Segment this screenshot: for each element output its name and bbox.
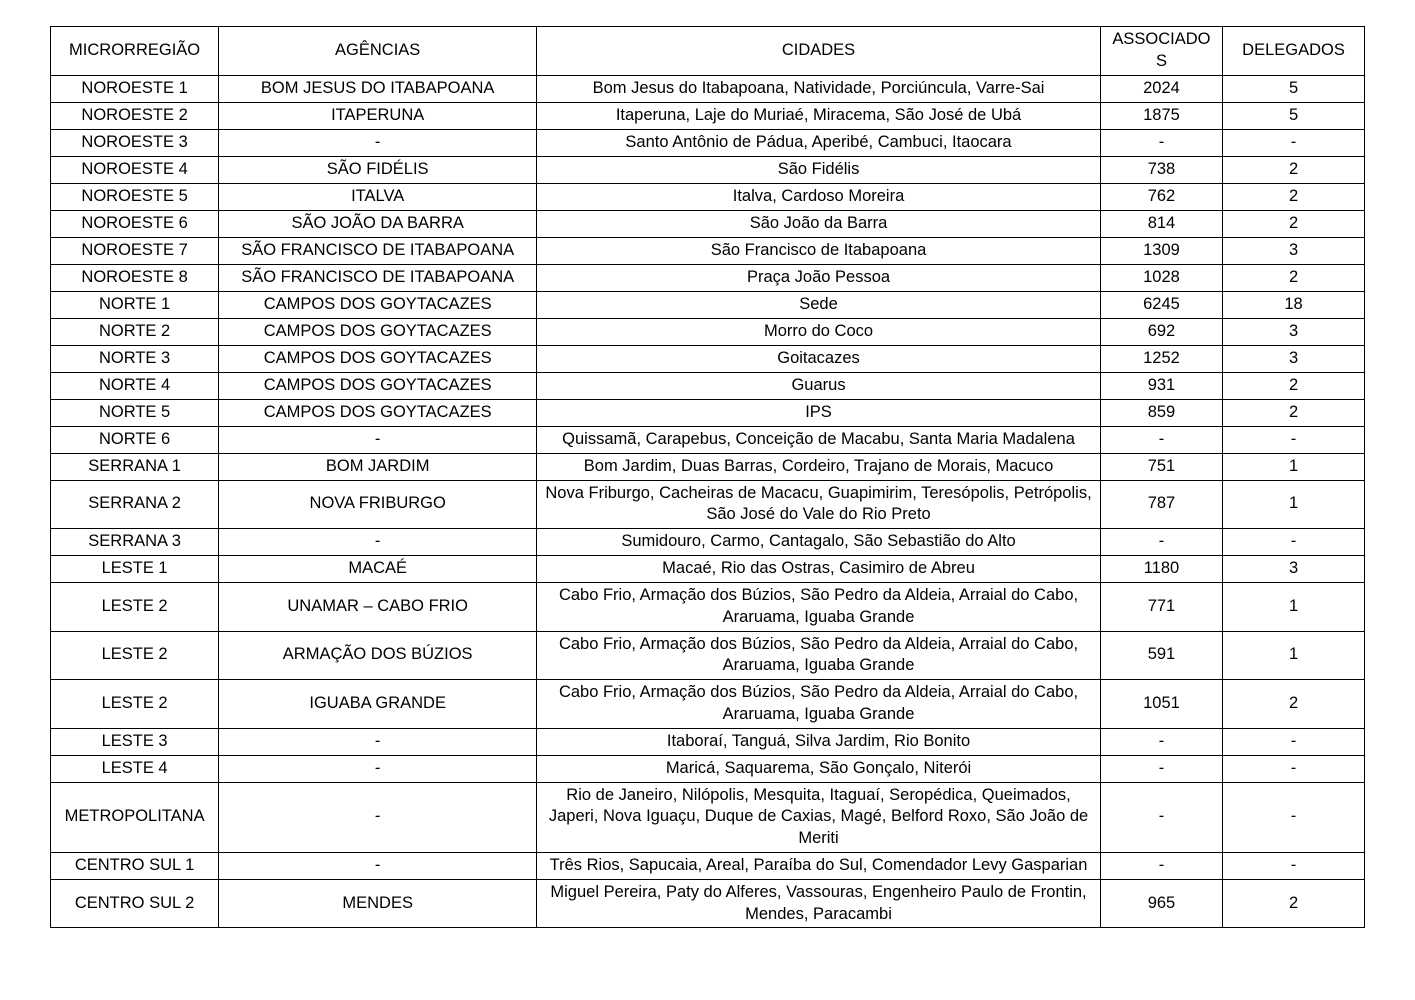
- cell-members: 692: [1100, 318, 1222, 345]
- column-header-4: DELEGADOS: [1223, 27, 1365, 76]
- cell-region: CENTRO SUL 1: [51, 852, 219, 879]
- cell-cities: Santo Antônio de Pádua, Aperibé, Cambuci, Itaocara: [537, 129, 1101, 156]
- cell-region: LESTE 4: [51, 755, 219, 782]
- cell-cities: Maricá, Saquarema, São Gonçalo, Niterói: [537, 755, 1101, 782]
- cell-agency: -: [219, 728, 537, 755]
- cell-members: 859: [1100, 399, 1222, 426]
- cell-delegates: 1: [1223, 583, 1365, 632]
- cell-delegates: 2: [1223, 372, 1365, 399]
- column-header-1: AGÊNCIAS: [219, 27, 537, 76]
- regions-table-container: [50, 26, 1365, 928]
- table-row: [51, 291, 1365, 318]
- table-row: [51, 318, 1365, 345]
- cell-members: 1875: [1100, 102, 1222, 129]
- cell-delegates: 3: [1223, 556, 1365, 583]
- cell-members: 6245: [1100, 291, 1222, 318]
- cell-members: -: [1100, 129, 1222, 156]
- cell-agency: SÃO FRANCISCO DE ITABAPOANA: [219, 264, 537, 291]
- table-row: [51, 453, 1365, 480]
- cell-agency: -: [219, 529, 537, 556]
- table-row: [51, 782, 1365, 852]
- cell-agency: ARMAÇÃO DOS BÚZIOS: [219, 631, 537, 680]
- cell-region: LESTE 2: [51, 680, 219, 729]
- cell-region: NORTE 5: [51, 399, 219, 426]
- cell-cities: Sede: [537, 291, 1101, 318]
- cell-region: NOROESTE 5: [51, 183, 219, 210]
- cell-members: -: [1100, 755, 1222, 782]
- cell-cities: Cabo Frio, Armação dos Búzios, São Pedro da Aldeia, Arraial do Cabo, Araruama, Iguaba Grande: [537, 583, 1101, 632]
- column-header-2: CIDADES: [537, 27, 1101, 76]
- cell-region: SERRANA 1: [51, 453, 219, 480]
- cell-cities: Itaboraí, Tanguá, Silva Jardim, Rio Bonito: [537, 728, 1101, 755]
- cell-delegates: -: [1223, 782, 1365, 852]
- cell-delegates: -: [1223, 426, 1365, 453]
- cell-members: -: [1100, 529, 1222, 556]
- cell-agency: CAMPOS DOS GOYTACAZES: [219, 345, 537, 372]
- table-row: [51, 852, 1365, 879]
- cell-region: NORTE 6: [51, 426, 219, 453]
- cell-cities: Cabo Frio, Armação dos Búzios, São Pedro da Aldeia, Arraial do Cabo, Araruama, Iguaba Grande: [537, 680, 1101, 729]
- table-row: [51, 156, 1365, 183]
- regions-table: [50, 26, 1365, 928]
- column-header-0: MICRORREGIÃO: [51, 27, 219, 76]
- cell-members: 1180: [1100, 556, 1222, 583]
- cell-agency: SÃO FRANCISCO DE ITABAPOANA: [219, 237, 537, 264]
- cell-delegates: 3: [1223, 318, 1365, 345]
- cell-delegates: 2: [1223, 210, 1365, 237]
- table-row: [51, 372, 1365, 399]
- table-row: [51, 102, 1365, 129]
- cell-region: NOROESTE 7: [51, 237, 219, 264]
- table-row: [51, 75, 1365, 102]
- cell-agency: CAMPOS DOS GOYTACAZES: [219, 399, 537, 426]
- cell-members: 787: [1100, 480, 1222, 529]
- cell-region: NOROESTE 1: [51, 75, 219, 102]
- cell-delegates: 2: [1223, 183, 1365, 210]
- cell-agency: MENDES: [219, 879, 537, 928]
- table-row: [51, 426, 1365, 453]
- table-header-row: [51, 27, 1365, 76]
- cell-agency: SÃO FIDÉLIS: [219, 156, 537, 183]
- cell-delegates: -: [1223, 529, 1365, 556]
- cell-members: 931: [1100, 372, 1222, 399]
- cell-region: METROPOLITANA: [51, 782, 219, 852]
- cell-delegates: 1: [1223, 453, 1365, 480]
- table-row: [51, 529, 1365, 556]
- cell-cities: Guarus: [537, 372, 1101, 399]
- cell-cities: Miguel Pereira, Paty do Alferes, Vassouras, Engenheiro Paulo de Frontin, Mendes, Paracambi: [537, 879, 1101, 928]
- cell-members: 1051: [1100, 680, 1222, 729]
- cell-agency: CAMPOS DOS GOYTACAZES: [219, 372, 537, 399]
- cell-members: -: [1100, 852, 1222, 879]
- cell-agency: BOM JARDIM: [219, 453, 537, 480]
- cell-region: LESTE 1: [51, 556, 219, 583]
- cell-agency: NOVA FRIBURGO: [219, 480, 537, 529]
- table-row: [51, 879, 1365, 928]
- cell-members: 814: [1100, 210, 1222, 237]
- cell-members: 771: [1100, 583, 1222, 632]
- table-body: [51, 75, 1365, 928]
- cell-agency: IGUABA GRANDE: [219, 680, 537, 729]
- cell-agency: UNAMAR – CABO FRIO: [219, 583, 537, 632]
- column-header-3: ASSOCIADOS: [1100, 27, 1222, 76]
- table-row: [51, 345, 1365, 372]
- cell-delegates: 3: [1223, 345, 1365, 372]
- cell-agency: BOM JESUS DO ITABAPOANA: [219, 75, 537, 102]
- cell-agency: CAMPOS DOS GOYTACAZES: [219, 318, 537, 345]
- cell-delegates: -: [1223, 728, 1365, 755]
- cell-agency: -: [219, 426, 537, 453]
- cell-delegates: -: [1223, 852, 1365, 879]
- cell-region: LESTE 2: [51, 631, 219, 680]
- cell-members: 1252: [1100, 345, 1222, 372]
- cell-cities: São Francisco de Itabapoana: [537, 237, 1101, 264]
- cell-region: NOROESTE 8: [51, 264, 219, 291]
- cell-cities: São Fidélis: [537, 156, 1101, 183]
- cell-delegates: 2: [1223, 399, 1365, 426]
- cell-region: NORTE 1: [51, 291, 219, 318]
- cell-delegates: 2: [1223, 264, 1365, 291]
- cell-region: NORTE 4: [51, 372, 219, 399]
- cell-region: LESTE 2: [51, 583, 219, 632]
- cell-cities: Praça João Pessoa: [537, 264, 1101, 291]
- cell-cities: Morro do Coco: [537, 318, 1101, 345]
- cell-agency: ITAPERUNA: [219, 102, 537, 129]
- cell-agency: -: [219, 129, 537, 156]
- cell-delegates: 1: [1223, 480, 1365, 529]
- cell-region: LESTE 3: [51, 728, 219, 755]
- cell-region: NOROESTE 2: [51, 102, 219, 129]
- cell-members: 751: [1100, 453, 1222, 480]
- cell-agency: -: [219, 755, 537, 782]
- table-row: [51, 237, 1365, 264]
- cell-members: 738: [1100, 156, 1222, 183]
- cell-cities: Goitacazes: [537, 345, 1101, 372]
- cell-agency: -: [219, 782, 537, 852]
- table-row: [51, 399, 1365, 426]
- cell-region: NORTE 3: [51, 345, 219, 372]
- cell-region: NORTE 2: [51, 318, 219, 345]
- cell-members: 762: [1100, 183, 1222, 210]
- table-row: [51, 728, 1365, 755]
- cell-agency: -: [219, 852, 537, 879]
- cell-members: 1309: [1100, 237, 1222, 264]
- cell-delegates: 18: [1223, 291, 1365, 318]
- cell-agency: MACAÉ: [219, 556, 537, 583]
- cell-cities: Bom Jesus do Itabapoana, Natividade, Porciúncula, Varre-Sai: [537, 75, 1101, 102]
- cell-cities: Itaperuna, Laje do Muriaé, Miracema, São José de Ubá: [537, 102, 1101, 129]
- cell-members: 2024: [1100, 75, 1222, 102]
- cell-delegates: 2: [1223, 156, 1365, 183]
- cell-region: NOROESTE 3: [51, 129, 219, 156]
- cell-delegates: 2: [1223, 879, 1365, 928]
- table-row: [51, 129, 1365, 156]
- cell-cities: Quissamã, Carapebus, Conceição de Macabu, Santa Maria Madalena: [537, 426, 1101, 453]
- cell-delegates: 5: [1223, 102, 1365, 129]
- cell-delegates: 1: [1223, 631, 1365, 680]
- table-row: [51, 183, 1365, 210]
- table-row: [51, 210, 1365, 237]
- cell-cities: Sumidouro, Carmo, Cantagalo, São Sebastião do Alto: [537, 529, 1101, 556]
- cell-agency: CAMPOS DOS GOYTACAZES: [219, 291, 537, 318]
- cell-members: 1028: [1100, 264, 1222, 291]
- table-row: [51, 556, 1365, 583]
- cell-cities: Três Rios, Sapucaia, Areal, Paraíba do Sul, Comendador Levy Gasparian: [537, 852, 1101, 879]
- cell-cities: Italva, Cardoso Moreira: [537, 183, 1101, 210]
- cell-cities: Cabo Frio, Armação dos Búzios, São Pedro da Aldeia, Arraial do Cabo, Araruama, Iguaba Grande: [537, 631, 1101, 680]
- table-row: [51, 631, 1365, 680]
- cell-agency: SÃO JOÃO DA BARRA: [219, 210, 537, 237]
- table-row: [51, 583, 1365, 632]
- table-header: [51, 27, 1365, 76]
- cell-region: SERRANA 2: [51, 480, 219, 529]
- cell-cities: Nova Friburgo, Cacheiras de Macacu, Guapimirim, Teresópolis, Petrópolis, São José do Vale do Rio Preto: [537, 480, 1101, 529]
- cell-agency: ITALVA: [219, 183, 537, 210]
- table-row: [51, 480, 1365, 529]
- cell-delegates: -: [1223, 129, 1365, 156]
- cell-cities: Macaé, Rio das Ostras, Casimiro de Abreu: [537, 556, 1101, 583]
- cell-delegates: 5: [1223, 75, 1365, 102]
- table-row: [51, 680, 1365, 729]
- cell-delegates: 2: [1223, 680, 1365, 729]
- cell-region: NOROESTE 4: [51, 156, 219, 183]
- cell-cities: IPS: [537, 399, 1101, 426]
- cell-region: NOROESTE 6: [51, 210, 219, 237]
- cell-members: 965: [1100, 879, 1222, 928]
- cell-delegates: -: [1223, 755, 1365, 782]
- cell-cities: Bom Jardim, Duas Barras, Cordeiro, Trajano de Morais, Macuco: [537, 453, 1101, 480]
- table-row: [51, 264, 1365, 291]
- cell-members: -: [1100, 728, 1222, 755]
- cell-cities: Rio de Janeiro, Nilópolis, Mesquita, Itaguaí, Seropédica, Queimados, Japeri, Nova Iguaçu, Duque de Caxias, Magé, Belford Roxo, São João de Meriti: [537, 782, 1101, 852]
- cell-members: 591: [1100, 631, 1222, 680]
- cell-cities: São João da Barra: [537, 210, 1101, 237]
- table-row: [51, 755, 1365, 782]
- cell-delegates: 3: [1223, 237, 1365, 264]
- cell-region: CENTRO SUL 2: [51, 879, 219, 928]
- cell-region: SERRANA 3: [51, 529, 219, 556]
- cell-members: -: [1100, 426, 1222, 453]
- cell-members: -: [1100, 782, 1222, 852]
